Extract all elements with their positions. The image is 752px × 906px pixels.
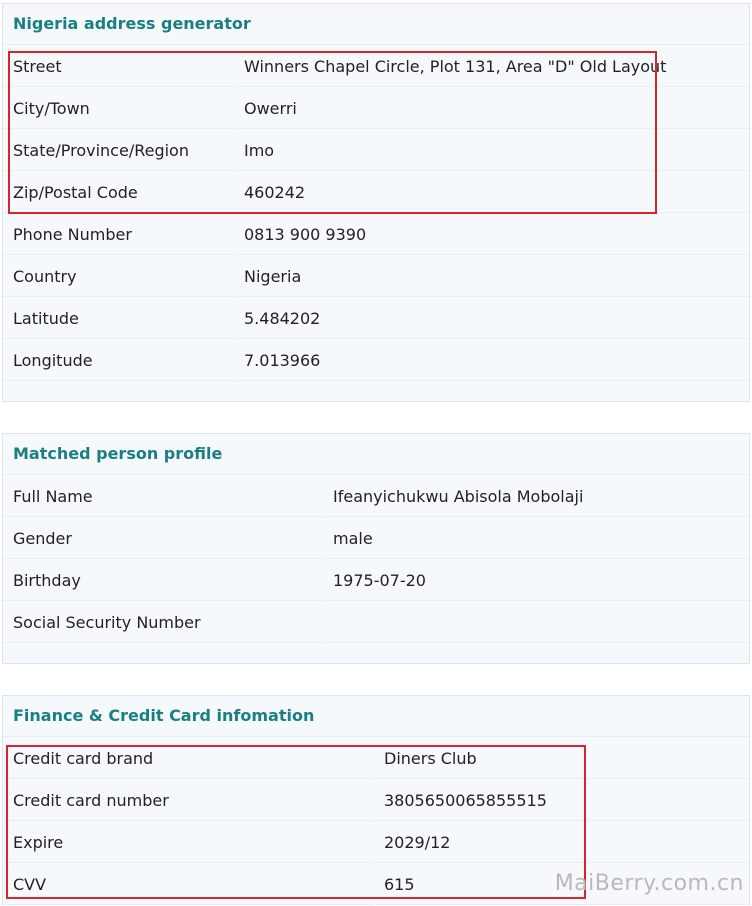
card-number-label: Credit card number: [3, 780, 375, 821]
state-label: State/Province/Region: [3, 130, 235, 171]
phone-value: 0813 900 9390: [236, 214, 749, 255]
table-row: [3, 738, 749, 780]
gender-value: male: [325, 518, 749, 559]
birthday-value: 1975-07-20: [325, 560, 749, 601]
latitude-label: Latitude: [3, 298, 235, 339]
city-label: City/Town: [3, 88, 235, 129]
table-row: [3, 298, 749, 340]
zip-value: 460242: [236, 172, 749, 213]
cvv-value: 615: [376, 864, 749, 905]
state-value: Imo: [236, 130, 749, 171]
person-panel: [2, 433, 750, 664]
card-brand-value: Diners Club: [376, 738, 749, 779]
table-row: [3, 822, 749, 864]
expire-value: 2029/12: [376, 822, 749, 863]
gender-label: Gender: [3, 518, 324, 559]
table-row: [3, 340, 749, 382]
cvv-label: CVV: [3, 864, 375, 905]
finance-panel-title: Finance & Credit Card infomation: [3, 696, 749, 737]
latitude-value: 5.484202: [236, 298, 749, 339]
street-label: Street: [3, 46, 235, 87]
table-row: [3, 476, 749, 518]
ssn-label: Social Security Number: [3, 602, 324, 643]
full-name-label: Full Name: [3, 476, 324, 517]
table-row: [3, 46, 749, 88]
address-panel: [2, 3, 750, 402]
table-row: [3, 602, 749, 644]
longitude-value: 7.013966: [236, 340, 749, 381]
table-row: [3, 172, 749, 214]
card-brand-label: Credit card brand: [3, 738, 375, 779]
ssn-value: [325, 602, 749, 643]
country-value: Nigeria: [236, 256, 749, 297]
card-number-value: 3805650065855515: [376, 780, 749, 821]
table-row: [3, 560, 749, 602]
phone-label: Phone Number: [3, 214, 235, 255]
table-row: [3, 214, 749, 256]
table-row: [3, 88, 749, 130]
watermark: MaiBerry.com.cn: [554, 871, 744, 896]
birthday-label: Birthday: [3, 560, 324, 601]
address-panel-title: Nigeria address generator: [3, 4, 749, 45]
person-panel-title: Matched person profile: [3, 434, 749, 475]
city-value: Owerri: [236, 88, 749, 129]
table-row: [3, 130, 749, 172]
country-label: Country: [3, 256, 235, 297]
table-row: [3, 518, 749, 560]
longitude-label: Longitude: [3, 340, 235, 381]
street-value: Winners Chapel Circle, Plot 131, Area "D" Old Layout: [236, 46, 749, 87]
table-row: [3, 256, 749, 298]
expire-label: Expire: [3, 822, 375, 863]
table-row: [3, 780, 749, 822]
full-name-value: Ifeanyichukwu Abisola Mobolaji: [325, 476, 749, 517]
zip-label: Zip/Postal Code: [3, 172, 235, 213]
